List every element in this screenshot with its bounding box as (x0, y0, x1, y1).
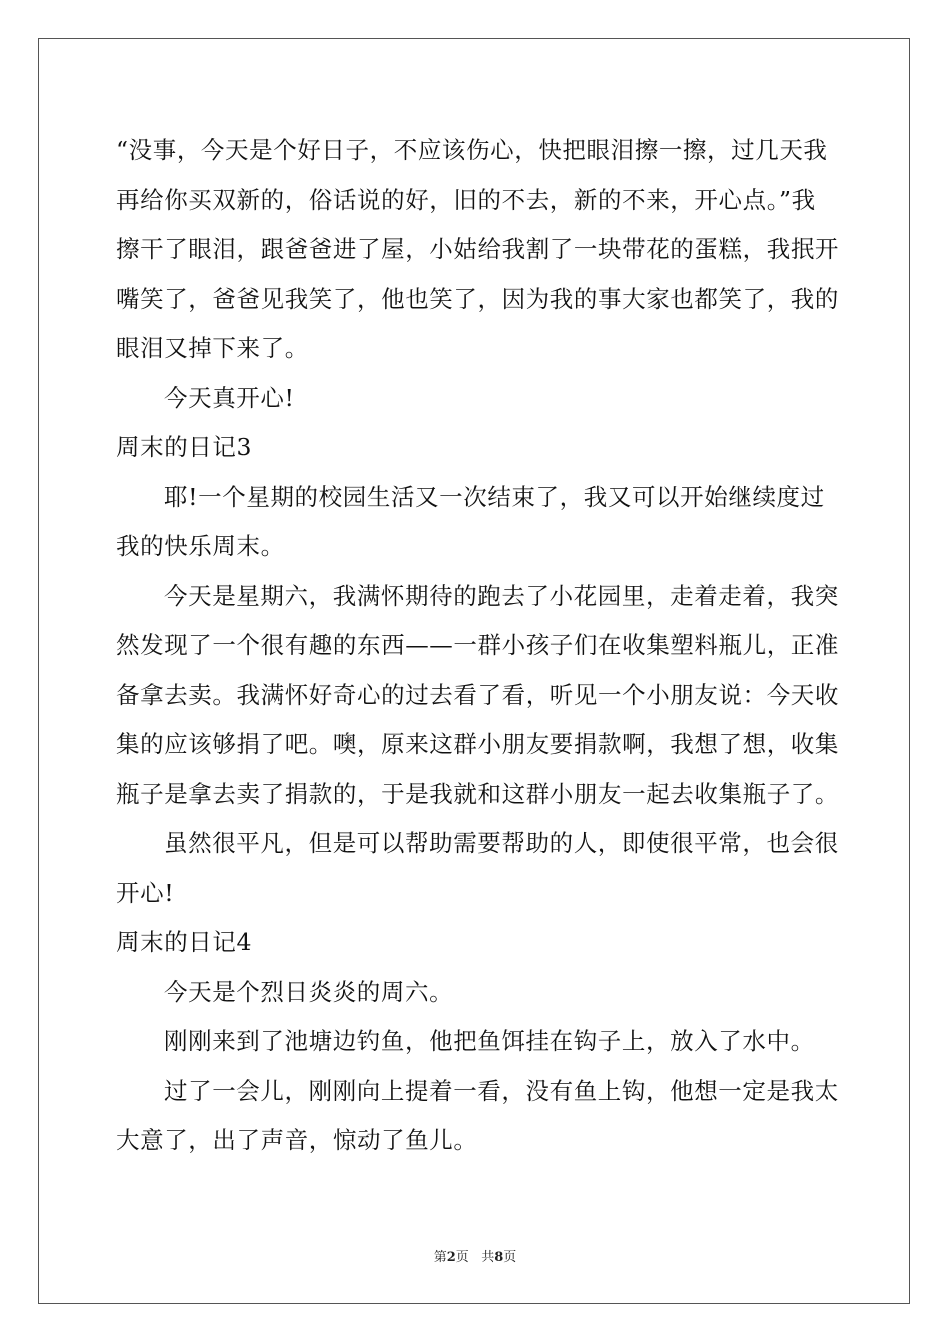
text-line: 再给你买双新的，俗话说的好，旧的不去，新的不来，开心点。”我 (116, 185, 816, 214)
current-page-number: 2 (446, 1250, 456, 1265)
text-line: 瓶子是拿去卖了捐款的，于是我就和这群小朋友一起去收集瓶子了。 (116, 779, 839, 808)
text-line: 今天是个烈日炎炎的周六。 (164, 977, 454, 1006)
text-line: 我的快乐周末。 (116, 532, 285, 560)
text-line: 嘴笑了，爸爸见我笑了，他也笑了，因为我的事大家也都笑了，我的 (116, 284, 839, 313)
total-page-number: 8 (494, 1250, 504, 1265)
footer-page-suffix: 页 (455, 1250, 469, 1265)
text-line: 擦干了眼泪，跟爸爸进了屋，小姑给我割了一块带花的蛋糕，我抿开 (116, 235, 839, 263)
document-body (116, 126, 839, 1166)
text-line: 耶!一个星期的校园生活又一次结束了，我又可以开始继续度过 (164, 482, 825, 511)
text-line: 今天是星期六，我满怀期待的跑去了小花园里，走着走着，我突 (164, 581, 839, 610)
text-line: “没事，今天是个好日子，不应该伤心，快把眼泪擦一擦，过几天我 (116, 136, 828, 164)
text-line: 眼泪又掉下来了。 (116, 334, 309, 362)
text-line: 开心! (116, 878, 175, 907)
text-line: 备拿去卖。我满怀好奇心的过去看了看，听见一个小朋友说：今天收 (116, 680, 839, 709)
text-line: 虽然很平凡，但是可以帮助需要帮助的人，即使很平常，也会很 (164, 829, 839, 857)
footer-prefix: 第 (433, 1250, 447, 1265)
text-line: 今天真开心! (164, 383, 295, 412)
footer-total-prefix: 共 (481, 1250, 495, 1265)
text-line: 然发现了一个很有趣的东西——一群小孩子们在收集塑料瓶儿，正准 (116, 631, 839, 659)
text-line: 过了一会儿，刚刚向上提着一看，没有鱼上钩，他想一定是我太 (164, 1076, 839, 1105)
text-line: 集的应该够捐了吧。噢，原来这群小朋友要捐款啊，我想了想，收集 (116, 730, 839, 758)
page-footer (0, 1246, 950, 1265)
text-line: 大意了，出了声音，惊动了鱼儿。 (116, 1126, 478, 1154)
text-line: 刚刚来到了池塘边钓鱼，他把鱼饵挂在钩子上，放入了水中。 (164, 1027, 815, 1055)
text-line: 周末的日记4 (116, 928, 253, 956)
footer-total-suffix: 页 (503, 1250, 517, 1265)
text-line: 周末的日记3 (116, 433, 253, 461)
